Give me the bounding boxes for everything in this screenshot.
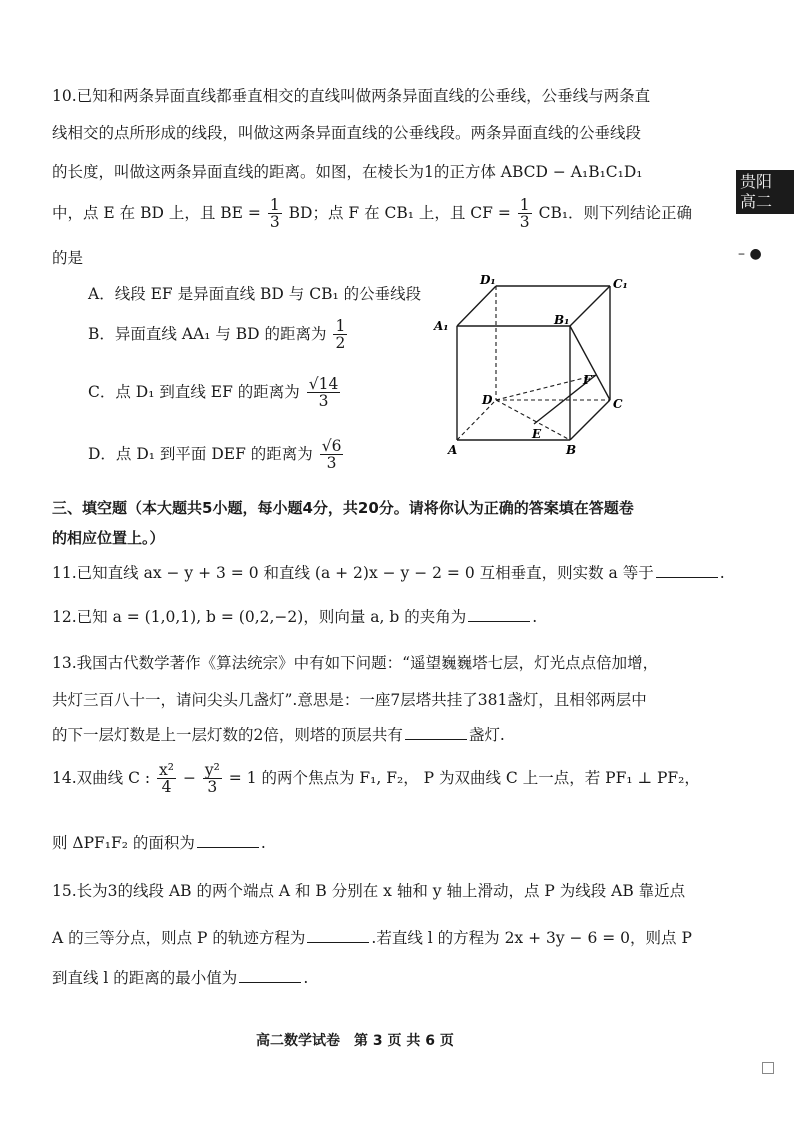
side-tag-line1: 贵阳: [740, 172, 773, 191]
frac-num: √6: [321, 437, 342, 455]
q15-line3-a: 到直线 l 的距离的最小值为: [52, 969, 238, 987]
q15-line3: [52, 966, 308, 988]
q15-answer-blank-2: [239, 968, 301, 983]
q12: [52, 605, 537, 627]
q15-line2-b: .若直线 l 的方程为 2x + 3y − 6 = 0，则点 P: [371, 929, 692, 947]
q10-line2: 线相交的点所形成的线段，叫做这两条异面直线的公垂线段。两条异面直线的公垂线段: [52, 124, 642, 142]
frac-num: √14: [308, 375, 339, 393]
q11-end: .: [719, 564, 725, 582]
frac-den: 3: [318, 392, 329, 411]
segment-B1-C: [570, 326, 610, 400]
label-B: B: [566, 443, 577, 457]
q10-line4-a: 中，点 E 在 BD 上，且 BE =: [52, 203, 261, 222]
q11: [52, 561, 725, 583]
corner-mark: [762, 1062, 774, 1074]
q10-option-d-text: D．点 D₁ 到平面 DEF 的距离为: [88, 444, 313, 463]
side-tag-line2: 高二: [740, 192, 773, 211]
edge-A1-D1: [457, 286, 496, 326]
q10-line4: [52, 197, 692, 231]
q10-line4-c: CB₁．则下列结论正确: [538, 203, 693, 222]
q14-fraction-y: [203, 762, 222, 796]
option-b-fraction: [333, 318, 347, 352]
frac-den: 3: [326, 454, 337, 473]
q12-text: 12.已知 a = (1,0,1), b = (0,2,−2)，则向量 a, b 的夹角为: [52, 608, 467, 626]
label-E: E: [532, 427, 542, 441]
option-d-fraction: [320, 438, 344, 472]
label-D: D: [482, 393, 493, 407]
frac-den: 2: [335, 334, 346, 353]
q12-end: .: [532, 608, 538, 626]
frac-num: y²: [204, 761, 220, 779]
q12-answer-blank: [468, 607, 530, 622]
frac-num: 1: [519, 196, 530, 214]
q15-line2: [52, 926, 692, 948]
q13-line3-b: 盏灯.: [468, 726, 505, 744]
q14-fraction-x: [157, 762, 176, 796]
side-tag: [736, 170, 794, 214]
label-C: C: [613, 397, 623, 411]
q14-line1: [52, 762, 700, 796]
q15-line3-b: .: [303, 969, 309, 987]
frac-den: 4: [161, 778, 172, 797]
label-A: A: [448, 443, 458, 457]
section3-line1: 三、填空题（本大题共5小题，每小题4分，共20分。请将你认为正确的答案填在答题卷: [52, 499, 634, 517]
q10-option-c: [88, 376, 342, 410]
q13-line3-a: 的下一层灯数是上一层灯数的2倍，则塔的顶层共有: [52, 726, 403, 744]
q10-option-d: [88, 438, 345, 472]
edge-B-C: [570, 400, 610, 440]
q10-line4-b: BD；点 F 在 CB₁ 上，且 CF =: [288, 203, 511, 222]
fraction-one-third-a: [268, 197, 282, 231]
q11-text: 11.已知直线 ax − y + 3 = 0 和直线 (a + 2)x − y − 2 = 0 互相垂直，则实数 a 等于: [52, 564, 654, 582]
option-c-fraction: [307, 376, 341, 410]
margin-mark: – ●: [738, 246, 762, 262]
q10-option-b: [88, 318, 349, 352]
page-footer: 高二数学试卷 第 3 页 共 6 页: [256, 1033, 454, 1049]
q14-suffix: = 1 的两个焦点为 F₁, F₂， P 为双曲线 C 上一点，若 PF₁ ⊥ PF₂，: [228, 768, 700, 787]
label-C1: C₁: [613, 277, 628, 291]
label-A1: A₁: [434, 319, 449, 333]
q14-line2-a: 则 ΔPF₁F₂ 的面积为: [52, 834, 195, 852]
q14-line2-b: .: [260, 834, 266, 852]
frac-num: 1: [335, 317, 346, 335]
section3-line2: 的相应位置上。）: [52, 529, 165, 547]
label-D1: D₁: [480, 273, 496, 287]
edge-B1-C1: [570, 286, 610, 326]
q15-line1: 15.长为3的线段 AB 的两个端点 A 和 B 分别在 x 轴和 y 轴上滑动，点 P 为线段 AB 靠近点: [52, 882, 686, 900]
q10-line3: 的长度，叫做这两条异面直线的距离。如图，在棱长为1的正方体 ABCD − A₁B₁C₁D₁: [52, 163, 643, 181]
q10-line1: 10.已知和两条异面直线都垂直相交的直线叫做两条异面直线的公垂线，公垂线与两条直: [52, 87, 651, 105]
q14-prefix: 14.双曲线 C :: [52, 768, 151, 787]
frac-den: 3: [207, 778, 218, 797]
q13-line1: 13.我国古代数学著作《算法统宗》中有如下问题：“遥望巍巍塔七层，灯光点点倍加增，: [52, 654, 659, 672]
frac-num: 1: [269, 196, 280, 214]
q13-line2: 共灯三百八十一，请问尖头几盏灯”.意思是：一座7层塔共挂了381盏灯，且相邻两层中: [52, 691, 647, 709]
frac-den: 3: [519, 213, 530, 232]
label-B1: B₁: [554, 313, 570, 327]
q14-line2: [52, 831, 266, 853]
q10-option-a: A．线段 EF 是异面直线 BD 与 CB₁ 的公垂线段: [88, 285, 422, 303]
fraction-one-third-b: [518, 197, 532, 231]
q11-answer-blank: [656, 563, 718, 578]
frac-num: x²: [159, 761, 174, 779]
q13-answer-blank: [405, 725, 467, 740]
q14-answer-blank: [197, 833, 259, 848]
frac-den: 3: [269, 213, 280, 232]
q15-line2-a: A 的三等分点，则点 P 的轨迹方程为: [52, 929, 306, 947]
q10-option-b-text: B．异面直线 AA₁ 与 BD 的距离为: [88, 324, 327, 343]
q15-answer-blank-1: [307, 928, 369, 943]
q13-line3: [52, 723, 505, 745]
q14-minus: −: [182, 768, 196, 787]
q10-option-c-text: C．点 D₁ 到直线 EF 的距离为: [88, 382, 300, 401]
cube-figure: [430, 270, 630, 460]
label-F: F: [583, 373, 592, 387]
q10-line5: 的是: [52, 249, 84, 267]
